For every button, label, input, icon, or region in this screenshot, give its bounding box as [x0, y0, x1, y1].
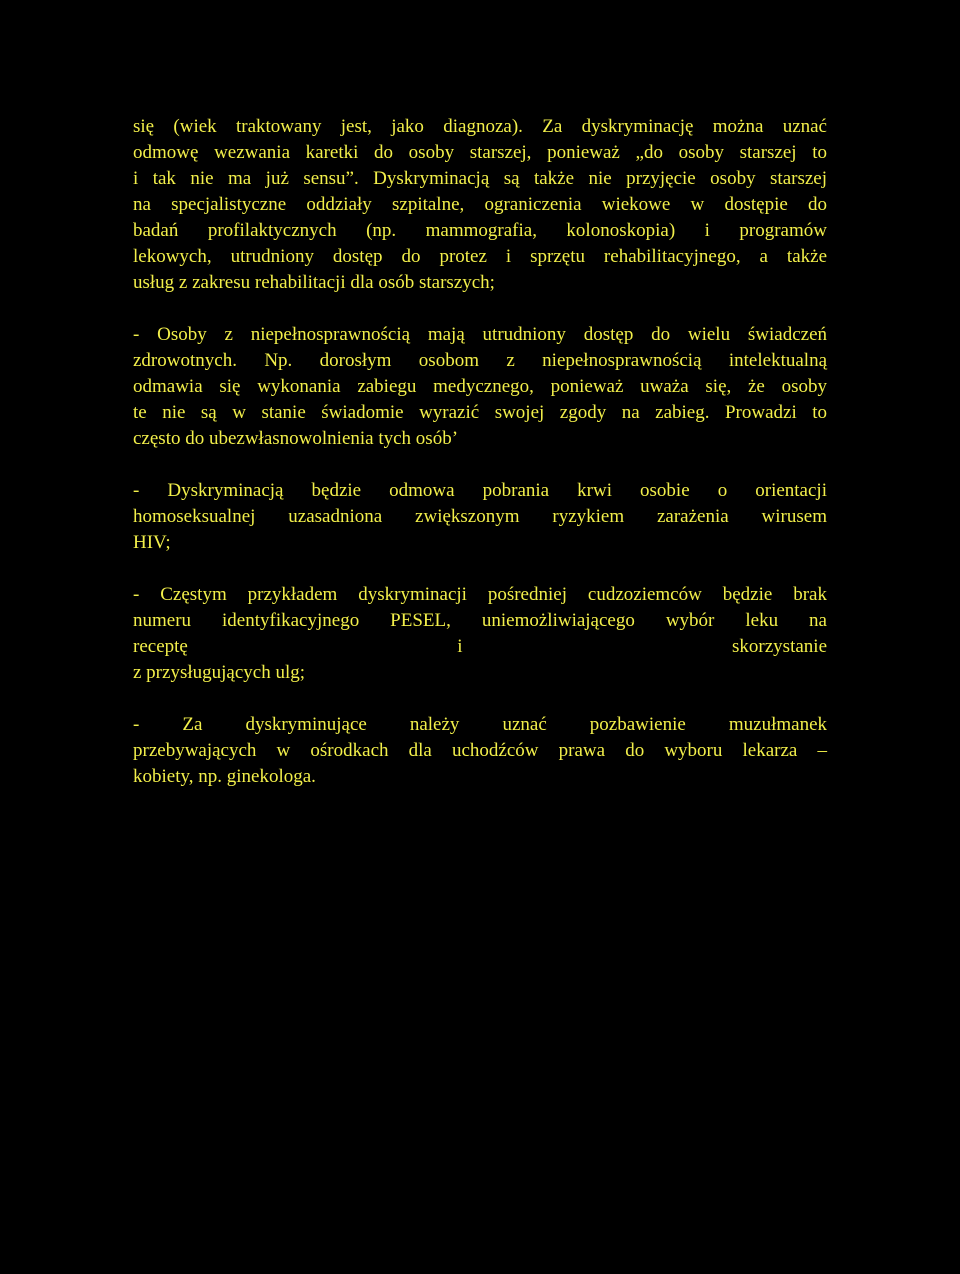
text-line: HIV;	[133, 532, 171, 553]
text-line: się (wiek traktowany jest, jako diagnoza). Za dyskryminację można uznać	[133, 116, 827, 137]
paragraph-age-discrimination	[133, 114, 827, 296]
text-line: i tak nie ma już sensu”. Dyskryminacją są także nie przyjęcie osoby starszej	[133, 168, 827, 189]
text-line: lekowych, utrudniony dostęp do protez i sprzętu rehabilitacyjnego, a także	[133, 246, 827, 267]
text-line: receptę i skorzystanie	[133, 636, 827, 657]
text-line: badań profilaktycznych (np. mammografia, kolonoskopia) i programów	[133, 220, 827, 241]
paragraph-foreigners-discrimination	[133, 582, 827, 686]
text-line: numeru identyfikacyjnego PESEL, uniemożliwiającego wybór leku na	[133, 610, 827, 631]
text-line: na specjalistyczne oddziały szpitalne, ograniczenia wiekowe w dostępie do	[133, 194, 827, 215]
text-line: te nie są w stanie świadomie wyrazić swojej zgody na zabieg. Prowadzi to	[133, 402, 827, 423]
text-line: usług z zakresu rehabilitacji dla osób starszych;	[133, 272, 495, 293]
paragraph-blood-donation-discrimination	[133, 478, 827, 556]
text-line: odmawia się wykonania zabiegu medycznego, ponieważ uważa się, że osoby	[133, 376, 827, 397]
text-line: zdrowotnych. Np. dorosłym osobom z niepełnosprawnością intelektualną	[133, 350, 827, 371]
text-line: - Za dyskryminujące należy uznać pozbawienie muzułmanek	[133, 714, 827, 735]
text-line: - Osoby z niepełnosprawnością mają utrudniony dostęp do wielu świadczeń	[133, 324, 827, 345]
text-line: homoseksualnej uzasadniona zwiększonym ryzykiem zarażenia wirusem	[133, 506, 827, 527]
text-line: z przysługujących ulg;	[133, 662, 306, 683]
text-line: przebywających w ośrodkach dla uchodźców prawa do wyboru lekarza –	[133, 740, 827, 761]
text-line: - Częstym przykładem dyskryminacji pośredniej cudzoziemców będzie brak	[133, 584, 827, 605]
document-body	[133, 114, 827, 790]
text-line: - Dyskryminacją będzie odmowa pobrania krwi osobie o orientacji	[133, 480, 827, 501]
text-line: odmowę wezwania karetki do osoby starszej, ponieważ „do osoby starszej to	[133, 142, 827, 163]
text-line: często do ubezwłasnowolnienia tych osób’	[133, 428, 459, 449]
text-line: kobiety, np. ginekologa.	[133, 766, 316, 787]
paragraph-disability-discrimination	[133, 322, 827, 452]
paragraph-refugee-discrimination	[133, 712, 827, 790]
